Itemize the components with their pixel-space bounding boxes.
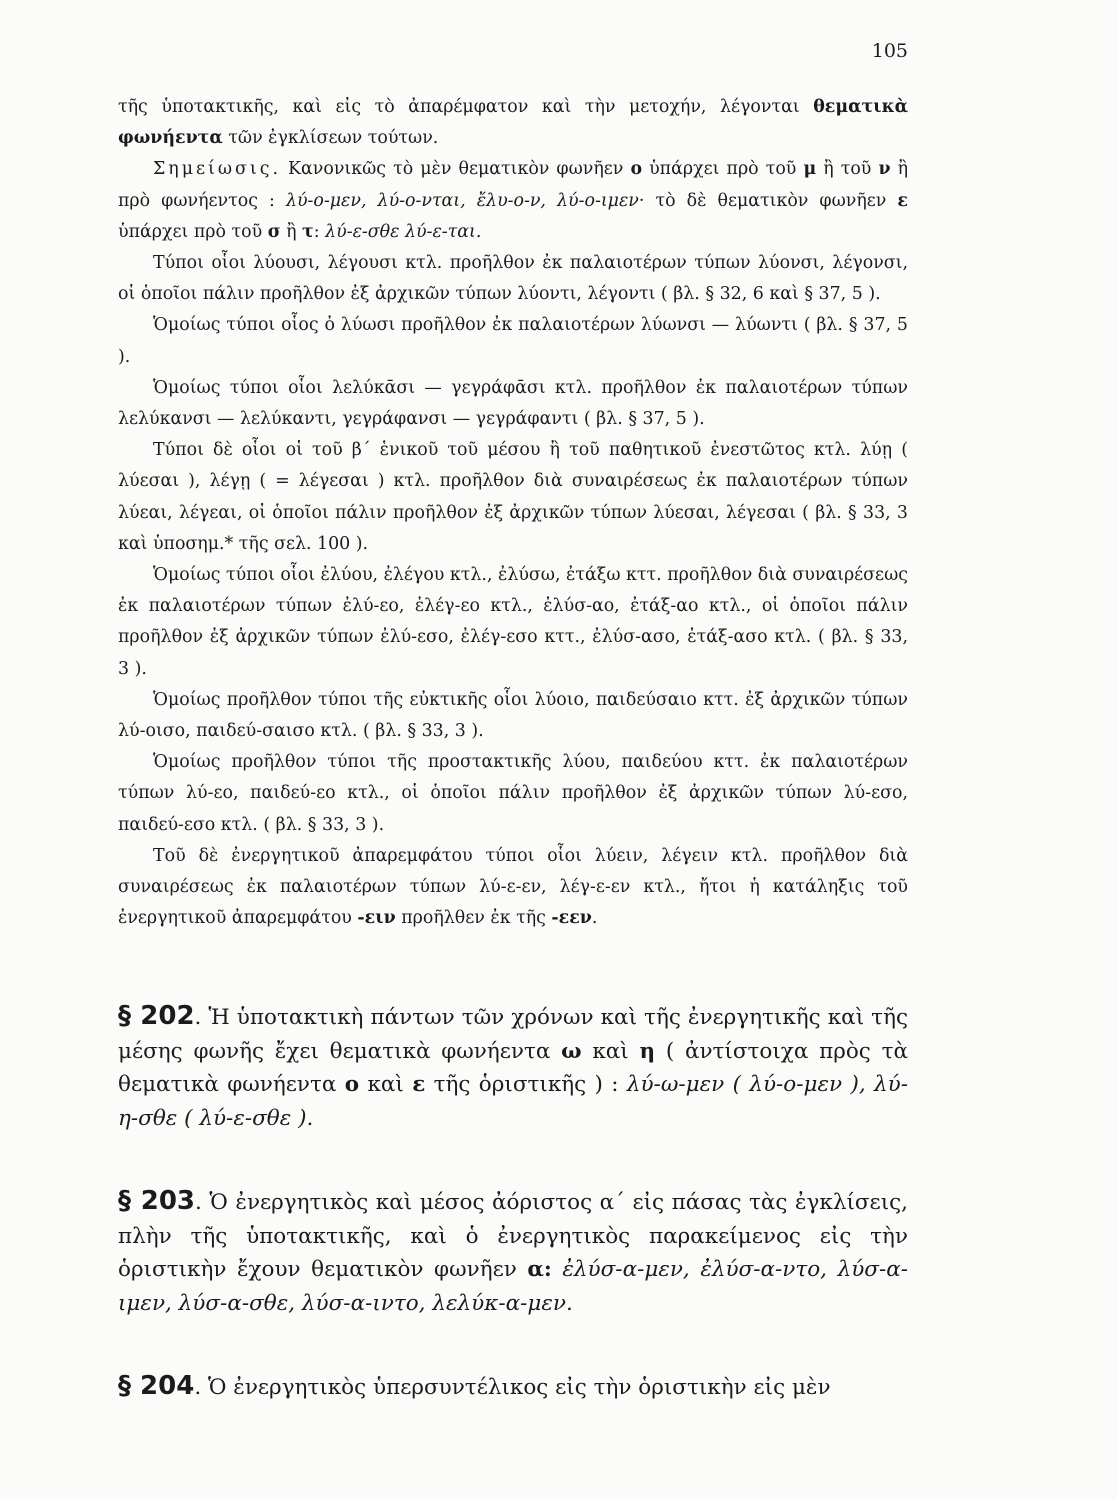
note-subparagraph-5: Ὁμοίως τύποι οἷοι ἐλύου, ἐλέγου κτλ., ἐλύσω, ἐτάξω κττ. προῆλθον διὰ συναιρέσεως ἐκ παλαιοτέρων τύπων ἐλύ-εο, ἐλέγ-εο κτλ., ἐλύσ-αο, ἐτάξ-αο κτλ., οἱ ὁποῖοι πάλιν προῆλθον ἐξ ἀρχικῶν τύπων ἐλύ-εσο, ἐλέγ-εσο κττ., ἐλύσ-ασο, ἐτάξ-ασο κτλ. ( βλ. § 33, 3 ). bbox=[118, 565, 908, 679]
note-subparagraph-2: Ὁμοίως τύποι οἷος ὁ λύωσι προῆλθον ἐκ παλαιοτέρων λύωνσι — λύωντι ( βλ. § 37, 5 ). bbox=[118, 315, 908, 367]
note-text-3: ἢ τοῦ bbox=[816, 159, 879, 180]
s202-text-2: καὶ bbox=[581, 1038, 640, 1064]
s202-text-3: ( ἀντίστοιχα πρὸς τὰ θεματικὰ φωνήεντα bbox=[118, 1038, 908, 1097]
s202-omega: ω bbox=[561, 1038, 582, 1064]
s202-text-1: . Ἡ ὑποτακτικὴ πάντων τῶν χρόνων καὶ τῆς ἐνεργητικῆς καὶ τῆς μέσης φωνῆς ἔχει θεματικὰ φωνήεντα bbox=[118, 1005, 908, 1064]
note-subparagraph-7: Ὁμοίως προῆλθον τύποι τῆς προστακτικῆς λύου, παιδεύου κττ. ἐκ παλαιοτέρων τύπων λύ-εο, παιδεύ-εο κτλ., οἱ ὁποῖοι πάλιν προῆλθον ἐξ ἀρχικῶν τύπων λύ-εσο, παιδεύ-εσο κτλ. ( βλ. § 33, 3 ). bbox=[118, 752, 908, 835]
s202-o: ο bbox=[344, 1072, 360, 1097]
note-text-7: ἢ bbox=[280, 221, 303, 242]
note-nu: ν bbox=[878, 159, 891, 180]
section-number-202: § 202 bbox=[118, 1001, 195, 1031]
note-subparagraph-6: Ὁμοίως προῆλθον τύποι τῆς εὐκτικῆς οἷοι λύοιο, παιδεύσαιο κττ. ἐξ ἀρχικῶν τύπων λύ-οισο, παιδεύ-σαισο κτλ. ( βλ. § 33, 3 ). bbox=[118, 689, 908, 742]
p8-text-1: Τοῦ δὲ ἐνεργητικοῦ ἀπαρεμφάτου τύποι οἷοι λύειν, λέγειν κτλ. προῆλθον διὰ συναιρέσεως ἐκ παλαιοτέρων τύπων λύ-ε-εν, λέγ-ε-εν κτλ., ἤτοι ἡ κατάληξις τοῦ ἐνεργητικοῦ ἀπαρεμφάτου bbox=[118, 845, 908, 929]
s202-e: ε bbox=[412, 1072, 426, 1097]
intro-text-1: τῆς ὑποτακτικῆς, καὶ εἰς τὸ ἀπαρέμφατον καὶ τὴν μετοχήν, λέγονται bbox=[118, 97, 800, 117]
p8-text-2: προῆλθεν ἐκ τῆς bbox=[395, 908, 552, 929]
note-subparagraph-4: Τύποι δὲ οἷοι οἱ τοῦ β΄ ἑνικοῦ τοῦ μέσου ἢ τοῦ παθητικοῦ ἐνεστῶτος κτλ. λύῃ ( λύεσαι ), λέγῃ ( = λέγεσαι ) κτλ. προῆλθον διὰ συναιρέσεως ἐκ παλαιοτέρων τύπων λύεαι, λέγεαι, οἱ ὁποῖοι πάλιν προῆλθον ἐξ ἀρχικῶν τύπων λύεσαι, λέγεσαι ( βλ. § 33, 3 καὶ ὑποσημ.* τῆς σελ. 100 ). bbox=[118, 440, 908, 554]
note-paragraph bbox=[118, 154, 908, 248]
intro-paragraph bbox=[118, 92, 908, 154]
intro-bold-term: θεματικὰ φωνήεντα bbox=[118, 97, 909, 149]
s203-text-1: . Ὁ ἐνεργητικὸς καὶ μέσος ἀόριστος α΄ εἰς πάσας τὰς ἐγκλίσεις, πλὴν τῆς ὑποτακτικῆς, καὶ ὁ ἐνεργητικὸς παρακείμενος εἰς τὴν ὁριστικὴν ἔχουν θεματικὸν φωνῆεν bbox=[118, 1190, 909, 1282]
body-text bbox=[118, 92, 908, 934]
s202-text-4: καὶ bbox=[359, 1072, 413, 1097]
p8-ein: -ειν bbox=[357, 908, 396, 929]
note-text-6: ὑπάρχει πρὸ τοῦ bbox=[118, 221, 268, 242]
s204-text-1: . Ὁ ἐνεργητικὸς ὑπερσυντέλικος εἰς τὴν ὁριστικὴν εἰς μὲν bbox=[194, 1375, 831, 1400]
note-o: ο bbox=[630, 159, 643, 180]
p8-text-3: . bbox=[591, 908, 598, 929]
note-tau: τ bbox=[302, 221, 314, 242]
note-text-8: : bbox=[313, 221, 326, 242]
s203-alpha: α: bbox=[527, 1257, 552, 1282]
s202-example: λύ-ω-μεν ( λύ-ο-μεν ), λύ-η-σθε ( λύ-ε-σθε ). bbox=[118, 1072, 908, 1131]
note-subparagraph-3: Ὁμοίως τύποι οἷοι λελύκᾱσι — γεγράφᾱσι κτλ. προῆλθον ἐκ παλαιοτέρων τύπων λελύκανσι — λελύκαντι, γεγράφανσι — γεγράφαντι ( βλ. § 37, 5 ). bbox=[118, 377, 908, 430]
p8-een: -εεν bbox=[551, 908, 592, 929]
section-204 bbox=[118, 1370, 908, 1405]
note-text-5: · τὸ δὲ θεματικὸν φωνῆεν bbox=[638, 190, 898, 211]
note-label: Σημείωσις. bbox=[153, 159, 281, 180]
note-e: ε bbox=[897, 190, 908, 211]
s202-text-5: τῆς ὁριστικῆς ) : bbox=[425, 1072, 627, 1097]
note-sigma: σ bbox=[267, 221, 281, 242]
note-subparagraph-1: Τύποι οἷοι λύουσι, λέγουσι κτλ. προῆλθον ἐκ παλαιοτέρων τύπων λύονσι, λέγονσι, οἱ ὁποῖοι πάλιν προῆλθον ἐξ ἀρχικῶν τύπων λύοντι, λέγοντι ( βλ. § 32, 6 καὶ § 37, 5 ). bbox=[118, 253, 908, 305]
intro-text-2: τῶν ἐγκλίσεων τούτων. bbox=[222, 128, 439, 149]
section-number-204: § 204 bbox=[118, 1371, 195, 1401]
note-text-1: Κανονικῶς τὸ μὲν θεματικὸν φωνῆεν bbox=[280, 159, 631, 180]
section-202 bbox=[118, 1000, 908, 1135]
note-example-2: λύ-ε-σθε λύ-ε-ται. bbox=[325, 221, 482, 242]
s203-example: ἐλύσ-α-μεν, ἐλύσ-α-ντο, λύσ-α-ιμεν, λύσ-α-σθε, λύσ-α-ιντο, λελύκ-α-μεν. bbox=[118, 1257, 908, 1316]
note-example-1: λύ-ο-μεν, λύ-ο-νται, ἔλυ-ο-ν, λύ-ο-ιμεν bbox=[285, 190, 639, 211]
section-number-203: § 203 bbox=[118, 1186, 196, 1216]
page-number: 105 bbox=[871, 40, 908, 62]
s202-eta: η bbox=[639, 1038, 656, 1064]
note-subparagraph-8 bbox=[118, 841, 908, 935]
note-text-4: ἢ πρὸ φωνήεντος : bbox=[118, 159, 909, 211]
note-text-2: ὑπάρχει πρὸ τοῦ bbox=[642, 159, 804, 180]
section-203 bbox=[118, 1185, 908, 1320]
note-mu: μ bbox=[803, 159, 817, 180]
